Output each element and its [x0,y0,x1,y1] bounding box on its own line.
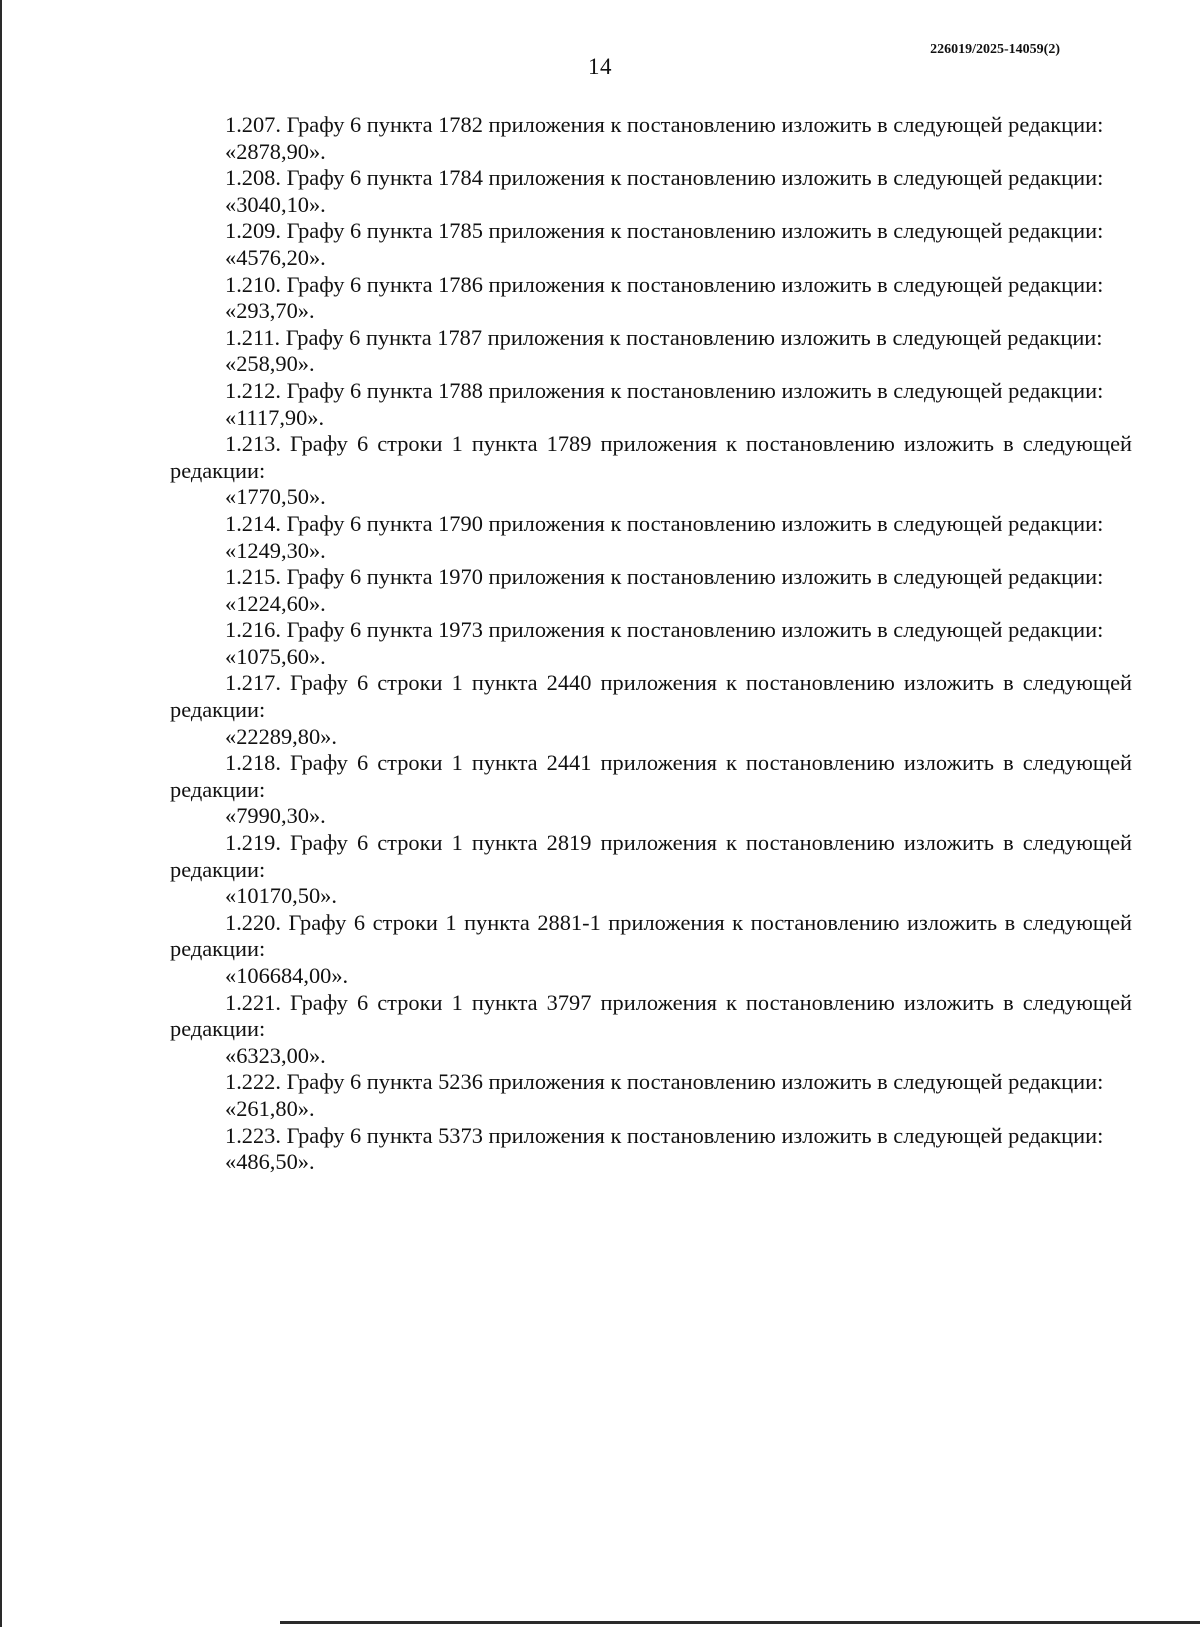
item-text: 1.221. Графу 6 строки 1 пункта 3797 приложения к постановлению изложить в следующей редакции: [170,989,1132,1042]
item-text: 1.210. Графу 6 пункта 1786 приложения к постановлению изложить в следующей редакции: [225,271,1104,297]
list-item [170,670,1132,750]
item-value: «7990,30». [225,803,326,829]
item-value: «106684,00». [225,963,349,988]
item-text: 1.223. Графу 6 пункта 5373 приложения к постановлению изложить в следующей редакции: [225,1122,1104,1148]
item-text: 1.220. Графу 6 строки 1 пункта 2881-1 приложения к постановлению изложить в следующей редакции: [170,909,1132,962]
item-text: 1.215. Графу 6 пункта 1970 приложения к постановлению изложить в следующей редакции: [225,564,1104,590]
page-number: 14 [588,54,612,79]
item-value: «1249,30». [225,537,326,563]
item-text: 1.216. Графу 6 пункта 1973 приложения к постановлению изложить в следующей редакции: [225,617,1104,643]
list-item [170,1069,1132,1122]
item-value: «293,70». [225,298,315,324]
list-item [170,830,1132,910]
item-value: «1770,50». [225,484,326,510]
item-text: 1.211. Графу 6 пункта 1787 приложения к постановлению изложить в следующей редакции: [225,324,1103,350]
list-item [170,218,1132,271]
item-value: «258,90». [225,351,315,377]
item-value: «1117,90». [225,404,325,430]
item-text: 1.212. Графу 6 пункта 1788 приложения к постановлению изложить в следующей редакции: [225,377,1104,403]
item-text: 1.213. Графу 6 строки 1 пункта 1789 приложения к постановлению изложить в следующей редакции: [170,431,1132,483]
item-value: «1224,60». [225,590,326,616]
item-value: «22289,80». [225,723,337,749]
list-item [170,1123,1132,1176]
item-text: 1.208. Графу 6 пункта 1784 приложения к постановлению изложить в следующей редакции: [225,165,1104,191]
list-item [170,325,1132,378]
list-item [170,910,1132,990]
list-item [170,378,1132,431]
item-value: «6323,00». [225,1042,326,1068]
list-item [170,272,1132,325]
list-item [170,564,1132,617]
item-text: 1.207. Графу 6 пункта 1782 приложения к постановлению изложить в следующей редакции: [225,112,1104,137]
item-text: 1.209. Графу 6 пункта 1785 приложения к постановлению изложить в следующей редакции: [225,218,1104,244]
item-value: «1075,60». [225,643,326,669]
item-value: «261,80». [225,1095,315,1121]
list-item [170,511,1132,564]
item-text: 1.214. Графу 6 пункта 1790 приложения к постановлению изложить в следующей редакции: [225,510,1104,536]
item-text: 1.222. Графу 6 пункта 5236 приложения к постановлению изложить в следующей редакции: [225,1069,1104,1095]
list-item [170,750,1132,830]
item-text: 1.218. Графу 6 строки 1 пункта 2441 приложения к постановлению изложить в следующей редакции: [170,750,1132,802]
item-value: «3040,10». [225,191,326,217]
document-id: 226019/2025-14059(2) [930,42,1060,57]
item-value: «486,50». [225,1149,315,1175]
scan-edge-left [0,0,2,1627]
item-value: «2878,90». [225,138,326,164]
list-item [170,112,1132,165]
list-item [170,990,1132,1070]
item-value: «4576,20». [225,244,326,270]
list-item [170,617,1132,670]
item-text: 1.217. Графу 6 строки 1 пункта 2440 приложения к постановлению изложить в следующей редакции: [170,670,1132,723]
item-text: 1.219. Графу 6 строки 1 пункта 2819 приложения к постановлению изложить в следующей редакции: [170,830,1132,882]
item-value: «10170,50». [225,883,337,909]
document-body [170,112,1132,1176]
list-item [170,165,1132,218]
list-item [170,431,1132,511]
scan-edge-bottom [280,1621,1200,1624]
